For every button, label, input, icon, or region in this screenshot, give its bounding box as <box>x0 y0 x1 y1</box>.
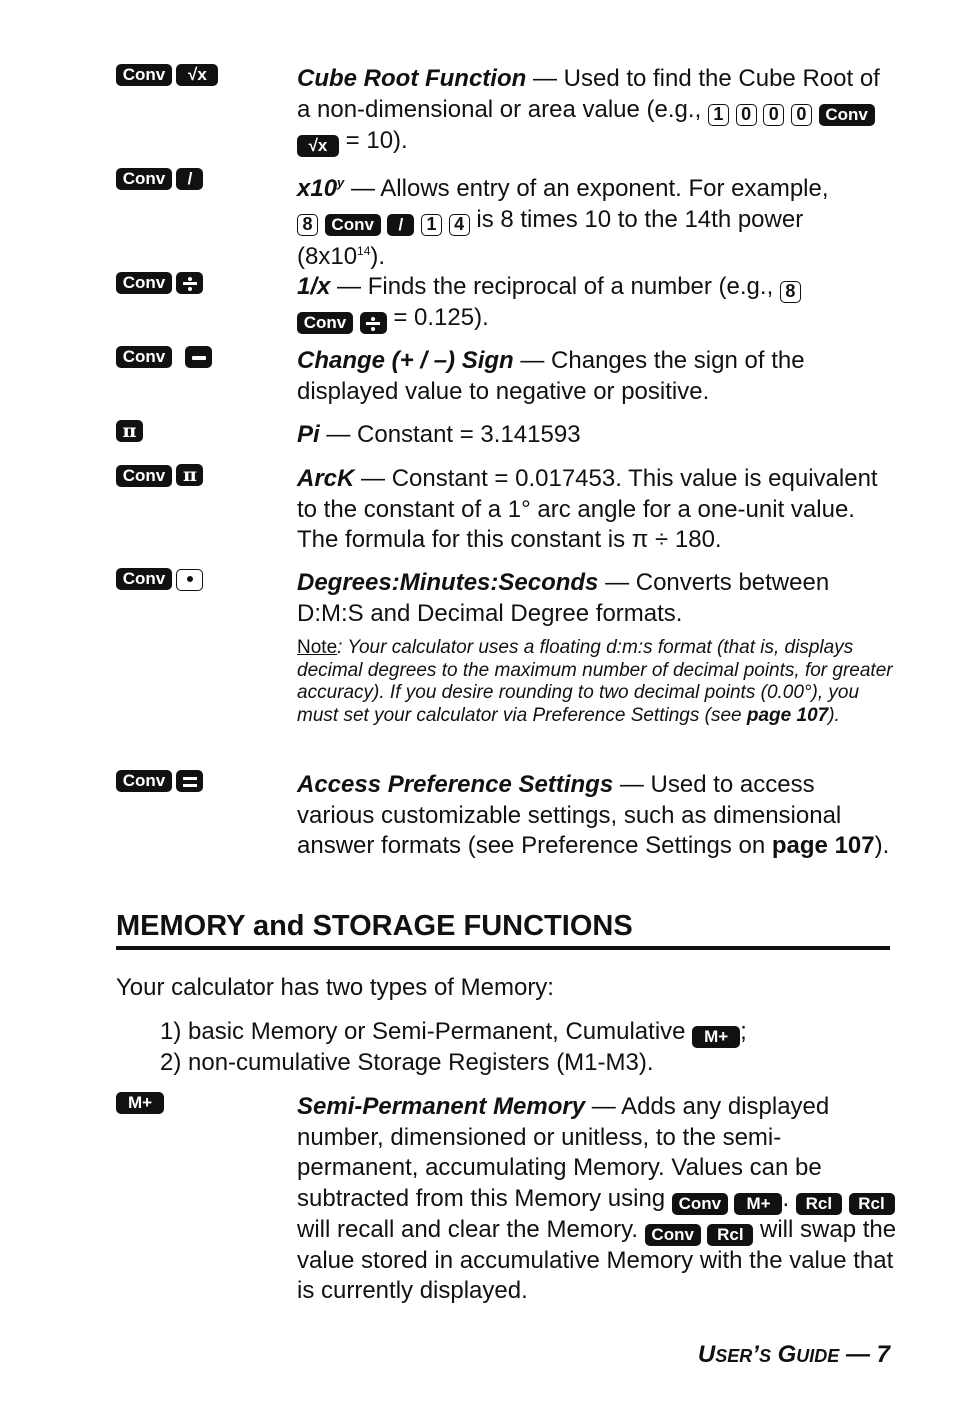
entry-text: ). <box>370 242 386 270</box>
entry-title: Semi-Permanent Memory <box>297 1093 586 1120</box>
note-text: : Your calculator uses a floating d:m:s format (that is, displays decimal degrees to the maximum number of decimal points, for greater accuracy). If you desire rounding to two decimal points (0.00°), you must set your calculator via Preference Settings (see <box>297 637 893 726</box>
digit-key: 0 <box>736 104 757 126</box>
footer-text: ’ <box>752 1341 759 1368</box>
divide-icon <box>183 277 197 291</box>
superscript: y <box>337 175 345 190</box>
note-page-ref: page 107 <box>746 704 829 726</box>
conv-key: Conv <box>819 104 875 126</box>
note <box>297 637 893 727</box>
key-sequence <box>116 64 218 86</box>
note-text: ). <box>828 704 840 726</box>
superscript: 14 <box>357 243 371 258</box>
footer-text: SER <box>715 1346 753 1366</box>
minus-key <box>185 346 212 368</box>
entry-text: — Constant = 0.017453. This value is equivalent to the constant of a 1° arc angle for a one-unit value. The formula for this constant is π ÷ 180. <box>297 465 878 553</box>
page-number: — 7 <box>839 1341 890 1368</box>
entry-text: — Adds any displayed number, dimensioned or unitless, to the semi-permanent, accumulating Memory. Values can be subtracted from this Memory using <box>297 1093 830 1212</box>
digit-key: 0 <box>791 104 812 126</box>
list-item-1-end: ; <box>740 1018 747 1045</box>
equals-icon <box>183 776 197 788</box>
digit-key: 8 <box>297 214 318 236</box>
rcl-key: Rcl <box>849 1193 895 1215</box>
note-label: Note <box>297 637 338 658</box>
slash-key: / <box>387 214 414 236</box>
entry-description <box>297 770 897 862</box>
rcl-key: Rcl <box>796 1193 842 1215</box>
entry-text: — Changes the sign of the displayed value to negative or positive. <box>297 347 805 405</box>
footer-text: U <box>697 1341 716 1368</box>
key-sequence <box>116 1092 164 1114</box>
entry-text: — Finds the reciprocal of a number (e.g., <box>330 273 780 300</box>
divide-key <box>360 312 387 334</box>
entry-text: will recall and clear the Memory. <box>297 1215 645 1243</box>
footer-text: UIDE <box>796 1346 840 1366</box>
conv-key: Conv <box>116 770 172 792</box>
entry-description <box>297 272 897 334</box>
pi-key: π <box>116 420 143 442</box>
footer-text: G <box>777 1341 797 1368</box>
entry-text: = 0.125). <box>386 304 489 331</box>
section-heading: MEMORY and STORAGE FUNCTIONS <box>116 910 633 942</box>
entry-title: Pi <box>297 421 320 448</box>
conv-key: Conv <box>645 1224 701 1246</box>
divide-icon <box>366 317 380 331</box>
point-key <box>176 569 203 591</box>
entry-title: Degrees:Minutes:Seconds <box>297 569 599 596</box>
conv-key: Conv <box>325 214 381 236</box>
entry-text: — Allows entry of an exponent. For example, <box>344 175 829 202</box>
entry-description <box>297 168 897 272</box>
conv-key: Conv <box>116 168 172 190</box>
entry-description <box>297 420 897 451</box>
entry-title: ArcK <box>297 465 355 492</box>
minus-icon <box>192 356 206 360</box>
digit-key: 0 <box>763 104 784 126</box>
rcl-key: Rcl <box>707 1224 753 1246</box>
entry-text: = 10). <box>339 126 408 154</box>
footer-text: S <box>758 1346 771 1366</box>
entry-title: Change (+ / –) Sign <box>297 347 514 374</box>
pi-key: π <box>176 464 203 486</box>
conv-key: Conv <box>116 64 172 86</box>
slash-key: / <box>176 168 203 190</box>
section-intro: Your calculator has two types of Memory: <box>116 974 554 1001</box>
section-rule <box>116 946 890 950</box>
conv-key: Conv <box>672 1193 728 1215</box>
key-sequence <box>116 346 212 368</box>
key-sequence <box>116 272 203 294</box>
entry-text: ). <box>874 832 890 859</box>
mplus-key: M+ <box>116 1092 164 1114</box>
mplus-key: M+ <box>692 1026 740 1048</box>
entry-description <box>297 64 897 157</box>
entry-text: — Converts between D:M:S and Decimal Degree formats. <box>297 569 830 627</box>
memory-type-list <box>160 1017 747 1079</box>
key-sequence <box>116 464 203 487</box>
entry-text: is 8 times 10 to the 14th power (8x10 <box>297 205 804 270</box>
digit-key: 1 <box>421 214 442 236</box>
conv-key: Conv <box>116 568 172 590</box>
conv-key: Conv <box>297 312 353 334</box>
list-item-1: 1) basic Memory or Semi-Permanent, Cumulative <box>160 1018 693 1045</box>
point-icon <box>187 576 193 582</box>
digit-key: 8 <box>780 281 801 303</box>
key-sequence <box>116 770 203 792</box>
key-sequence <box>116 420 143 442</box>
mplus-key: M+ <box>734 1193 782 1215</box>
entry-title: Access Preference Settings <box>297 771 614 798</box>
conv-key: Conv <box>116 346 172 368</box>
entry-text: — Used to find the Cube Root of a non-dimensional or area value (e.g., <box>297 65 880 123</box>
entry-title: Cube Root Function <box>297 65 527 92</box>
conv-key: Conv <box>116 465 172 487</box>
entry-description <box>297 1092 897 1307</box>
equals-key <box>176 770 203 792</box>
entry-text: will swap the value stored in accumulative Memory with the value that is currently displayed. <box>297 1215 897 1304</box>
divide-key <box>176 272 203 294</box>
key-sequence <box>116 168 203 190</box>
sqrt-key: √x <box>297 135 339 157</box>
key-sequence <box>116 568 203 591</box>
digit-key: 1 <box>708 104 729 126</box>
entry-text: . <box>782 1184 796 1212</box>
entry-description <box>297 346 897 407</box>
entry-title: x10 <box>297 175 338 202</box>
entry-text: — Constant = 3.141593 <box>319 421 581 448</box>
digit-key: 4 <box>449 214 470 236</box>
entry-description <box>297 464 897 556</box>
conv-key: Conv <box>116 272 172 294</box>
sqrt-key: √x <box>176 64 218 86</box>
entry-text: — Used to access various customizable settings, such as dimensional answer formats (see Preference Settings on <box>297 771 842 859</box>
entry-title: 1/x <box>297 273 331 300</box>
entry-description <box>297 568 897 727</box>
list-item-2: 2) non-cumulative Storage Registers (M1-M3). <box>160 1049 654 1076</box>
page-ref: page 107 <box>771 832 875 859</box>
page-footer <box>698 1341 890 1369</box>
